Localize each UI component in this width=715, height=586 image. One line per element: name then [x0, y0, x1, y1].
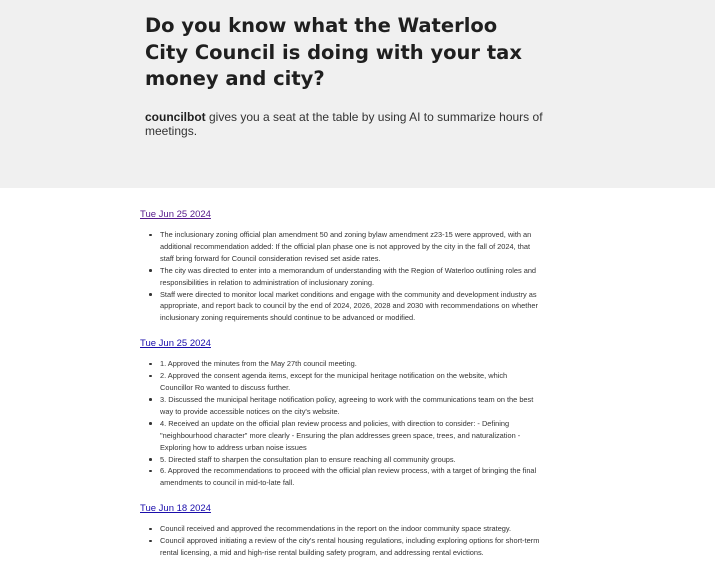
page-title: Do you know what the Waterloo City Council is doing with your tax money and city? — [145, 14, 522, 90]
meeting-entry — [140, 498, 560, 559]
summary-list — [140, 358, 560, 489]
summary-list — [140, 523, 560, 559]
summary-list — [140, 229, 560, 324]
summary-item: Council received and approved the recommendations in the report on the indoor community space strategy. — [160, 523, 540, 535]
meeting-entry — [140, 204, 560, 324]
hero-banner — [0, 0, 715, 188]
summary-item: The inclusionary zoning official plan amendment 50 and zoning bylaw amendment z23-15 were approved, with an additional recommendation added: If the official plan phase one is not approved by the city in the fall of 2024, that staff bring forward for Council consideration revised set aside rates. — [160, 229, 540, 265]
summary-item: 5. Directed staff to sharpen the consultation plan to ensure reaching all community groups. — [160, 454, 540, 466]
summary-item: 3. Discussed the municipal heritage notification policy, agreeing to work with the communications team on the best way to provide accessible notices on the city's website. — [160, 394, 540, 418]
summary-item: 2. Approved the consent agenda items, except for the municipal heritage notification on the website, which Councillor Ro wanted to discuss further. — [160, 370, 540, 394]
meeting-date-link[interactable]: Tue Jun 25 2024 — [140, 209, 211, 220]
summary-item: The city was directed to enter into a memorandum of understanding with the Region of Waterloo outlining roles and responsibilities in relation to administration of inclusionary zoning. — [160, 265, 540, 289]
summary-item: Council approved initiating a review of the city's rental housing regulations, including exploring options for short-term rental licensing, a mid and high-rise rental building safety program, and addressing rental evictions. — [160, 536, 540, 558]
meeting-date-link[interactable]: Tue Jun 18 2024 — [140, 503, 211, 515]
tagline-text: gives you a seat at the table by using AI to summarize hours of meetings. — [145, 109, 543, 138]
hero-tagline — [145, 110, 555, 138]
meeting-date-link[interactable]: Tue Jun 25 2024 — [140, 338, 211, 350]
summary-item: 1. Approved the minutes from the May 27th council meeting. — [160, 358, 540, 370]
summary-item: 6. Approved the recommendations to proceed with the official plan review process, with a target of bringing the final amendments to council in mid-to-late fall. — [160, 465, 540, 489]
brand-name: councilbot — [145, 109, 206, 124]
meeting-entry — [140, 333, 560, 489]
summary-item: 4. Received an update on the official plan review process and policies, with direction to consider: - Defining "neighbourhood character" more clearly - Ensuring the plan addresses green space, trees, and naturalization - Exploring how to address urban noise issues — [160, 418, 540, 454]
meeting-summaries — [0, 188, 560, 559]
summary-item: Staff were directed to monitor local market conditions and engage with the community and development industry as appropriate, and report back to council by the end of 2024, 2026, 2028 and 2030 with recommendations on whether inclusionary zoning requirements should continue to be advanced or modified. — [160, 289, 538, 323]
